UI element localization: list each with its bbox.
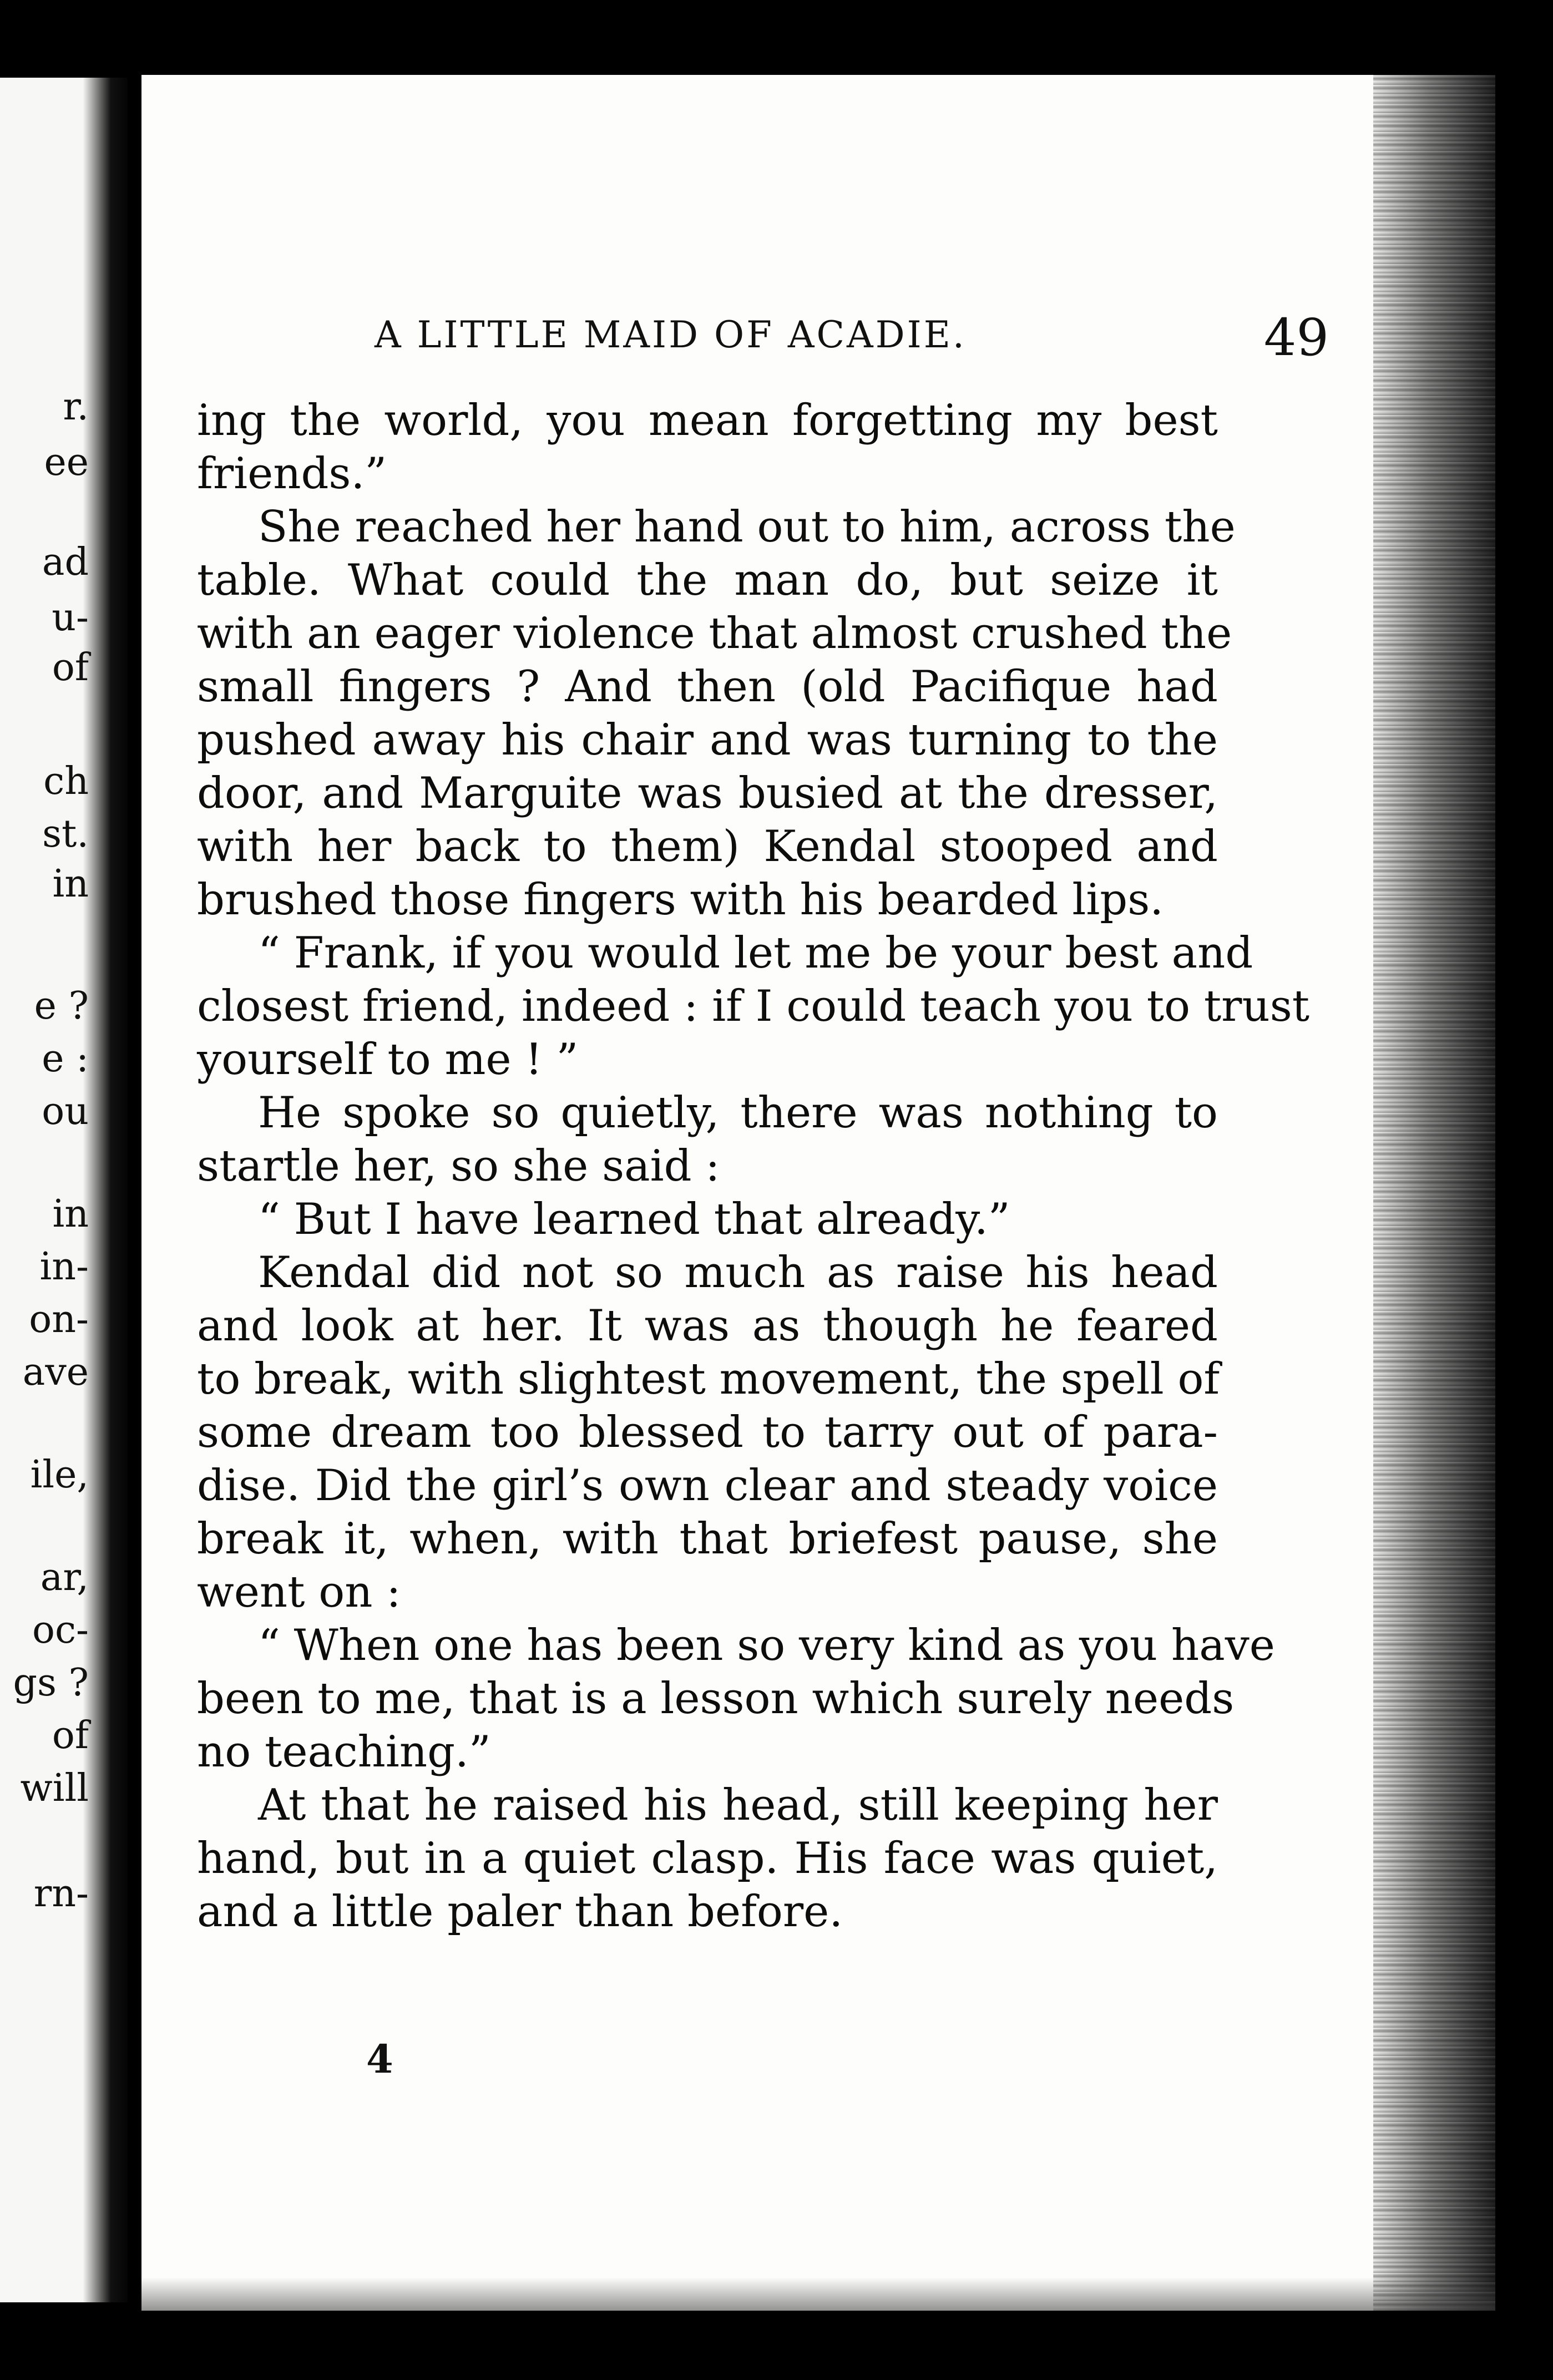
facing-text-fragment: in: [52, 862, 89, 906]
facing-text-fragment: ile,: [30, 1453, 89, 1497]
facing-text-fragment: in: [52, 1192, 89, 1236]
text-line: “ Frank, if you would let me be your best and: [258, 928, 1253, 978]
text-line: hand, but in a quiet clasp. His face was quiet,: [197, 1834, 1218, 1883]
facing-text-fragment: oc-: [32, 1608, 89, 1652]
text-line: He spoke so quietly, there was nothing to: [258, 1088, 1218, 1138]
text-line: no teaching.”: [197, 1727, 491, 1777]
facing-text-fragment: ad: [42, 540, 89, 584]
text-line: friends.”: [197, 449, 387, 499]
facing-text-fragment: ee: [44, 440, 89, 484]
text-line: some dream too blessed to tarry out of para-: [197, 1407, 1218, 1457]
book-page: [141, 75, 1495, 2311]
text-line: and look at her. It was as though he feared: [197, 1301, 1218, 1351]
signature-mark: 4: [366, 2036, 393, 2082]
text-line: with an eager violence that almost crushed the: [197, 609, 1232, 659]
text-line: closest friend, indeed : if I could teach you to trust: [197, 981, 1310, 1031]
text-line: small fingers ? And then (old Pacifique had: [197, 662, 1218, 712]
text-line: table. What could the man do, but seize it: [197, 555, 1218, 605]
facing-text-fragment: of: [52, 646, 89, 690]
text-line: to break, with slightest movement, the spell of: [197, 1354, 1220, 1404]
facing-text-fragment: st.: [42, 812, 89, 856]
facing-text-fragment: rn-: [33, 1872, 89, 1916]
text-line: She reached her hand out to him, across the: [258, 502, 1236, 552]
facing-text-fragment: ch: [43, 759, 89, 803]
running-header: [375, 308, 1329, 369]
text-line: brushed those fingers with his bearded lips.: [197, 875, 1164, 925]
text-line: with her back to them) Kendal stooped and: [197, 822, 1218, 872]
facing-text-fragment: ar,: [40, 1556, 89, 1599]
facing-text-fragment: of: [52, 1714, 89, 1758]
facing-text-fragment: e :: [42, 1037, 89, 1081]
text-line: “ But I have learned that already.”: [258, 1194, 1010, 1244]
text-line: door, and Marguite was busied at the dresser,: [197, 768, 1218, 818]
facing-text-fragment: u-: [52, 596, 89, 640]
page-gutter: [83, 78, 128, 2302]
body-text: [197, 394, 1310, 1938]
text-line: and a little paler than before.: [197, 1887, 843, 1937]
text-line: pushed away his chair and was turning to the: [197, 715, 1218, 765]
text-line: ing the world, you mean forgetting my best: [197, 396, 1218, 445]
text-line: been to me, that is a lesson which surely needs: [197, 1674, 1235, 1724]
text-line: “ When one has been so very kind as you have: [258, 1621, 1275, 1670]
facing-text-fragment: gs ?: [13, 1661, 89, 1705]
page-bottom-shadow: [141, 2277, 1495, 2311]
page-number: 49: [1263, 308, 1329, 367]
facing-text-fragment: on-: [29, 1298, 89, 1341]
text-line: yourself to me ! ”: [197, 1035, 579, 1085]
running-title: A LITTLE MAID OF ACADIE.: [375, 313, 967, 356]
text-line: Kendal did not so much as raise his head: [258, 1248, 1218, 1298]
facing-page: [0, 78, 128, 2302]
page-edge-shadow: [1373, 75, 1495, 2311]
facing-text-fragment: r.: [63, 385, 89, 429]
text-line: At that he raised his head, still keeping her: [258, 1780, 1218, 1830]
facing-text-fragment: will: [20, 1766, 89, 1810]
facing-text-fragment: in-: [39, 1245, 89, 1289]
facing-text-fragment: e ?: [34, 984, 89, 1028]
facing-text-fragment: ou: [42, 1090, 89, 1133]
facing-text-fragment: ave: [22, 1350, 89, 1394]
text-line: break it, when, with that briefest pause, she: [197, 1514, 1218, 1564]
text-line: startle her, so she said :: [197, 1141, 720, 1191]
text-line: went on :: [197, 1567, 401, 1617]
text-line: dise. Did the girl’s own clear and steady voice: [197, 1461, 1218, 1511]
